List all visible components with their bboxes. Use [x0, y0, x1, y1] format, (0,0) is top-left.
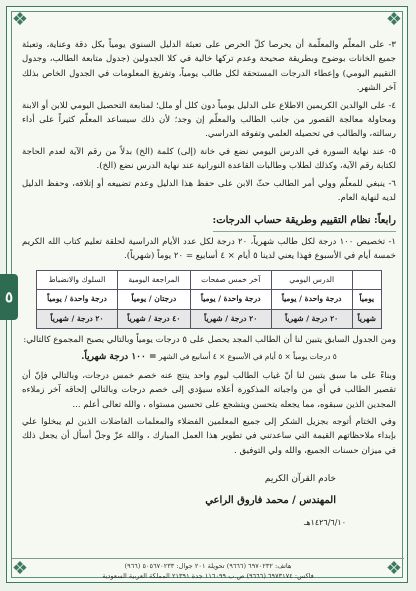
formula-result: = ١٠٠ درجة شهرياً. [81, 352, 157, 363]
section-paragraph: ١- تخصيص ١٠٠ درجة لكل طالب شهرياً، ٢٠ درجة لكل عدد الأيام الدراسية لحلقة تعليم كتاب الله الكريم خمسة أيام في الأسبوع فهذا يعني لدينا ٥ أيام × ٤ أسابيع = ٢٠ يوماً (شهرياً). [22, 236, 396, 262]
table-cell: ٢٠ درجة / شهرياً [271, 309, 352, 328]
signature-name: المهندس / محمد فاروق الراعي [205, 495, 336, 507]
table-header-cell: المراجعة اليومية [117, 270, 190, 289]
corner-ornament-icon: ❖ [11, 9, 29, 30]
table-cell: ٢٠ درجة / شهرياً [37, 309, 118, 328]
page-number-tab: ٥ [0, 274, 18, 320]
contact-footer [12, 558, 404, 581]
paragraph-item-6: ٦- ينبغي للمعلّم وولي أمر الطالب حثّ الابن على حفظ هذا الدليل وعدم تضييعه أو إتلافه، وحفظ الدليل لديه لنهاية العام. [22, 178, 396, 204]
table-header-cell: السلوك والانضباط [37, 270, 118, 289]
table-row-monthly [37, 309, 382, 328]
table-header-cell: آخر خمس صفحات [190, 270, 271, 289]
table-row-label: يومياً [352, 290, 381, 309]
paragraph-item-5: ٥- عند نهاية السورة في الدرس اليومي نضع في خانة (إلى) كلمة (الخ) بدلاً من رقم الآية لعدم الحاجة لكتابة رقم الآية، وكذلك لطلاب وطالبات القاعدة النورانية عند نهاية الدرس نضع (الخ). [22, 146, 396, 172]
footer-line-address: فاكس: ٦٩٧٣١٧٤ (٩٦٦٦) ص.ب ١١٦٠٩٩ جدة ٢١٣٩١ المملكة العربية السعودية [102, 572, 314, 580]
table-row-daily [37, 290, 382, 309]
footer-line-phone: هاتف: ٦٩٧٠٢٣٢ (٩٦٦٦) تحويلة ٢٠١ جوال: ٥٠٥٦٧٠٢٣٣ (٩٦٦) [124, 562, 292, 570]
total-formula [22, 350, 396, 364]
table-cell: ٢٠ درجة / شهرياً [190, 309, 271, 328]
formula-terms: ٥ درجات يومياً × ٥ أيام في الأسبوع × ٤ أسابيع في الشهر [158, 352, 337, 362]
table-header-row [37, 270, 382, 289]
corner-ornament-icon: ❖ [385, 9, 403, 30]
after-table-paragraph: ومن الجدول السابق يتبين لنا أن الطالب المجد يحصل على ٥ درجات يومياً وبالتالي يصبح المجموع كالتالي: [23, 334, 396, 345]
paragraph-thanks: وفي الختام أتوجه بجزيل الشكر إلى جميع المعلمين الفضلاء والمعلمات الفاضلات الذين لم يبخلوا علي بإبداء ملاحظاتهم القيمة التي ساعدتني في تطوير هذا العمل المبارك ، والله عزّ وجلّ أسأل أن يجعل ذلك في ميزان حسنات الجميع، والله ولي التوفيق . [22, 416, 396, 456]
table-cell: درجة واحدة / يومياً [37, 290, 118, 309]
table-cell: ٤٠ درجة / شهرياً [117, 309, 190, 328]
table-cell: درجة واحدة / يومياً [271, 290, 352, 309]
table-row-label: شهرياً [352, 309, 381, 328]
paragraph-conclusion: وبناءً على ما سبق يتبين لنا أنّ غياب الطالب ليوم واحد ينتج عنه خصم خمس درجات، وبالتالي فإنّ أن تقصير الطالب في أي من واجباته المذكورة أعلاه سيؤدي إلى خصم درجات وبالتالي إلحاقه آخر زملاءه المجدين الذين سبقوه، مما يجعله يتحسن ويتشجع على تحسين مستواه ، والله تعالى أعلم ... [22, 370, 396, 410]
signature-date: ١٤٢٦/٦/١٠هـ [303, 518, 346, 528]
paragraph-item-3: ٣- على المعلّم والمعلّمة أن يحرصا كلّ الحرص على تعبئة الدليل السنوي يومياً بكل دقة وعناية، وتعبئة جميع الخانات بوضوح وبطريقة صحيحة وعدم تركها خالية في كلا الجدولين (جدول متابعة الطالب، وجدول التقييم اليومي) وإعطاء الدرجات المستحقة لكل طالب يومياً، وتفريغ المعلومات في الجدول الخاص بذلك آخر الشهر. [22, 40, 396, 94]
section-title: رابعاً: نظام التقييم وطريقة حساب الدرجات: [213, 214, 397, 231]
signature-title: خادم القرآن الكريم [264, 474, 336, 485]
table-cell: درجتان / يومياً [117, 290, 190, 309]
signature-block [22, 468, 396, 534]
corner-ornament-icon: ❖ [385, 558, 403, 579]
table-header-cell: الدرس اليومي [271, 270, 352, 289]
corner-ornament-icon: ❖ [11, 558, 29, 579]
table-corner-cell [352, 270, 381, 289]
paragraph-item-4: ٤- على الوالدين الكريمين الاطلاع على الدليل يومياً دون كلل أو ملل؛ لمتابعة التحصيل اليومي للابن أو الابنة ومحاولة معالجة القصور من جانب الطالب والمعلّم إن وجد؛ لأن ذلك سيساعد المعلّم كثيراً على أداء رسالته، والطالب في تحصيله العلمي وتفوقه الدراسي. [22, 100, 396, 140]
table-cell: درجة واحدة / يومياً [190, 290, 271, 309]
grading-table [36, 270, 382, 329]
document-body [22, 38, 396, 534]
